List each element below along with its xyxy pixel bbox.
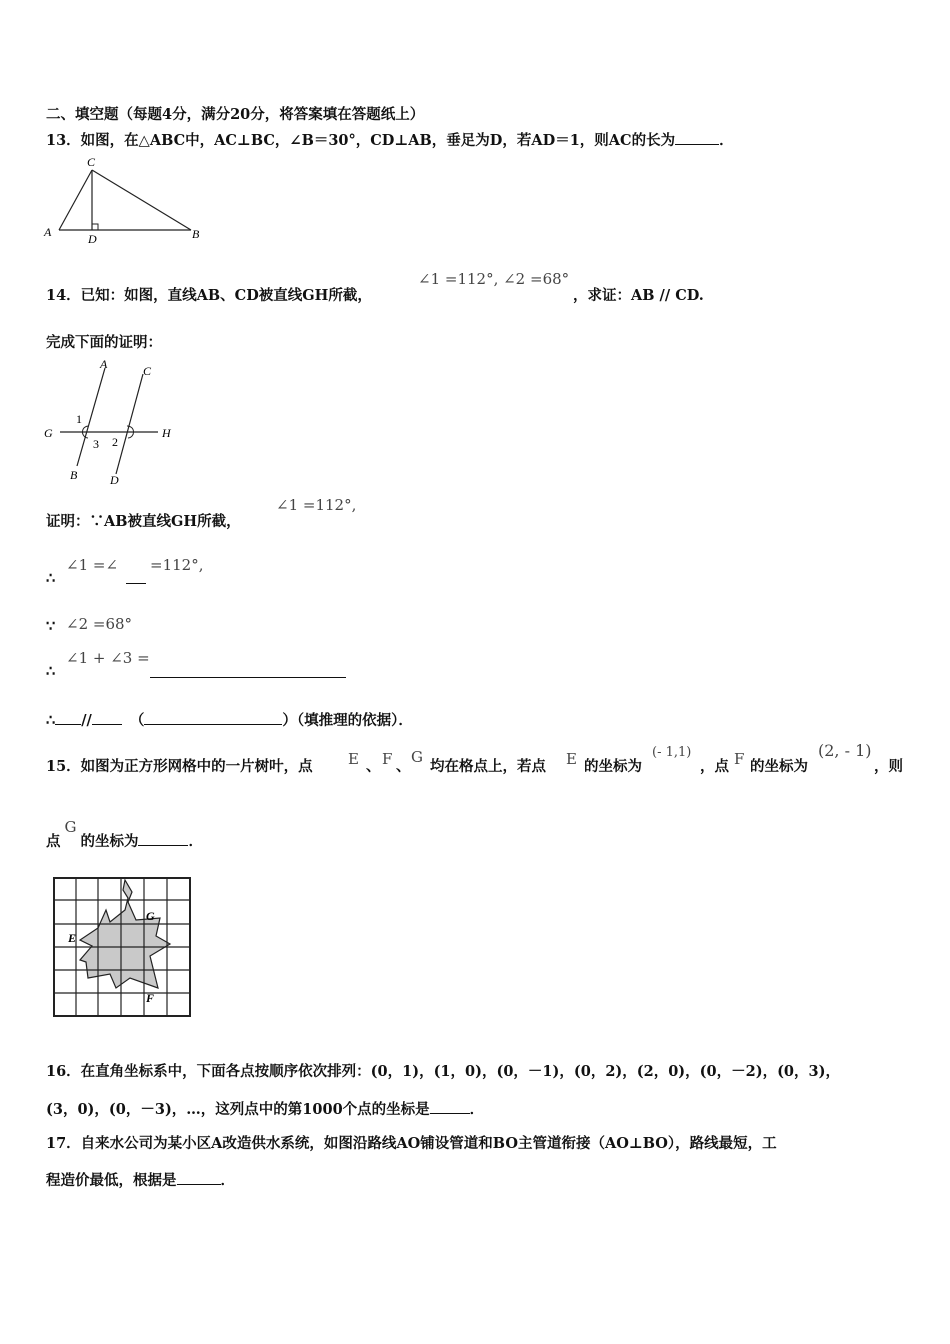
section-title: 二、填空题（每题4分，满分20分，将答案填在答题纸上） (46, 106, 425, 123)
proof-line-3-math: ∠2 =68° (66, 615, 133, 633)
question-15-part-6: ，则 (874, 758, 903, 775)
because-symbol: ∵ (46, 618, 56, 635)
point-e-symbol: E (566, 750, 577, 768)
separator: 、 (366, 758, 381, 775)
question-13-text: 13．如图，在△ABC中，AC⊥BC，∠B＝30°，CD⊥AB，垂足为D，若AD＝1，则AC的长为 (46, 132, 676, 149)
label-h: H (162, 426, 171, 440)
question-14-suffix: ，求证：AB // CD. (573, 287, 704, 304)
separator: 、 (396, 758, 411, 775)
point-f-symbol: F (734, 750, 745, 768)
angle-3-label: 3 (93, 437, 99, 451)
answer-blank[interactable] (430, 1099, 470, 1114)
label-d: D (110, 473, 119, 487)
point-g-symbol: G (64, 818, 77, 836)
answer-blank[interactable] (144, 710, 282, 725)
question-14-prefix: 14．已知：如图，直线AB、CD被直线GH所截， (46, 287, 372, 304)
question-16-end: ． (469, 1101, 485, 1118)
proof-line-2-math-b: =112°, (150, 556, 204, 574)
triangle-figure (40, 152, 215, 247)
proof-line-1-math: ∠1 =112°, (276, 496, 357, 514)
label-b: B (192, 227, 200, 241)
question-17-text: 程造价最低，根据是 (46, 1172, 177, 1189)
label-g: G (146, 909, 155, 923)
question-17-line-2 (46, 1169, 235, 1190)
point-g-symbol: G (411, 748, 423, 766)
coordinate-f: (2, - 1) (818, 741, 872, 760)
complete-proof-label: 完成下面的证明： (46, 334, 162, 351)
label-a: A (44, 225, 52, 239)
answer-blank[interactable] (92, 710, 122, 725)
label-d: D (88, 232, 97, 246)
question-14-given: ∠1 =112°, ∠2 =68° (418, 270, 570, 288)
answer-blank[interactable] (150, 663, 346, 678)
answer-blank[interactable] (55, 710, 81, 725)
question-17-line-1: 17．自来水公司为某小区A改造供水系统，如图沿路线AO铺设管道和BO主管道衔接（AO⊥BO），路线最短，工 (46, 1135, 777, 1152)
question-15-part-4: ，点 (700, 758, 729, 775)
coordinate-e: (- 1,1) (652, 745, 692, 760)
question-15-line-2 (46, 818, 203, 851)
angle-2-label: 2 (112, 435, 118, 449)
question-17-end: ． (220, 1172, 235, 1189)
question-15-end: ． (188, 833, 203, 850)
therefore-symbol: ∴ (46, 663, 56, 680)
label-e: E (68, 931, 77, 945)
question-15-part-3: 的坐标为 (584, 758, 642, 775)
open-paren: （ (129, 712, 145, 729)
label-a: A (100, 357, 108, 371)
answer-blank[interactable] (675, 130, 719, 145)
parallel-symbol: // (81, 712, 92, 729)
proof-line-1: 证明：∵AB被直线GH所截， (46, 513, 241, 530)
answer-blank[interactable] (138, 831, 188, 846)
question-15-part-5: 的坐标为 (750, 758, 808, 775)
label-c: C (143, 364, 152, 378)
proof-line-5-end: ）（填推理的依据）． (282, 712, 413, 729)
point-f-symbol: F (382, 750, 393, 768)
question-13 (46, 129, 734, 150)
therefore-symbol: ∴ (46, 712, 56, 729)
label-g: G (44, 426, 53, 440)
question-15-part-2: 均在格点上，若点 (430, 758, 546, 775)
question-16-text: (3，0)，(0，－3)，…，这列点中的第1000个点的坐标是 (46, 1101, 430, 1118)
label-b: B (70, 468, 78, 482)
question-16-line-2 (46, 1098, 484, 1119)
coordinate-text: 的坐标为 (80, 833, 139, 850)
question-16-line-1: 16．在直角坐标系中，下面各点按顺序依次排列：(0，1)，(1，0)，(0，－1)，(0，2)，(2，0)，(0，－2)，(0，3)， (46, 1063, 840, 1080)
leaf-grid-figure (50, 874, 195, 1019)
answer-blank[interactable] (177, 1170, 221, 1185)
proof-line-5 (46, 709, 413, 730)
answer-blank[interactable] (126, 569, 146, 584)
proof-line-2-math-a: ∠1 =∠ (66, 556, 119, 574)
point-e-symbol: E (348, 750, 359, 768)
therefore-symbol: ∴ (46, 570, 56, 587)
label-c: C (87, 155, 96, 169)
angle-1-label: 1 (76, 412, 82, 426)
parallel-lines-figure (40, 356, 190, 488)
question-15-part-1: 15．如图为正方形网格中的一片树叶，点 (46, 758, 313, 775)
proof-line-4-math: ∠1 + ∠3 = (66, 649, 150, 667)
point-label: 点 (46, 833, 61, 850)
label-f: F (146, 991, 155, 1005)
question-13-end: ． (719, 132, 734, 149)
